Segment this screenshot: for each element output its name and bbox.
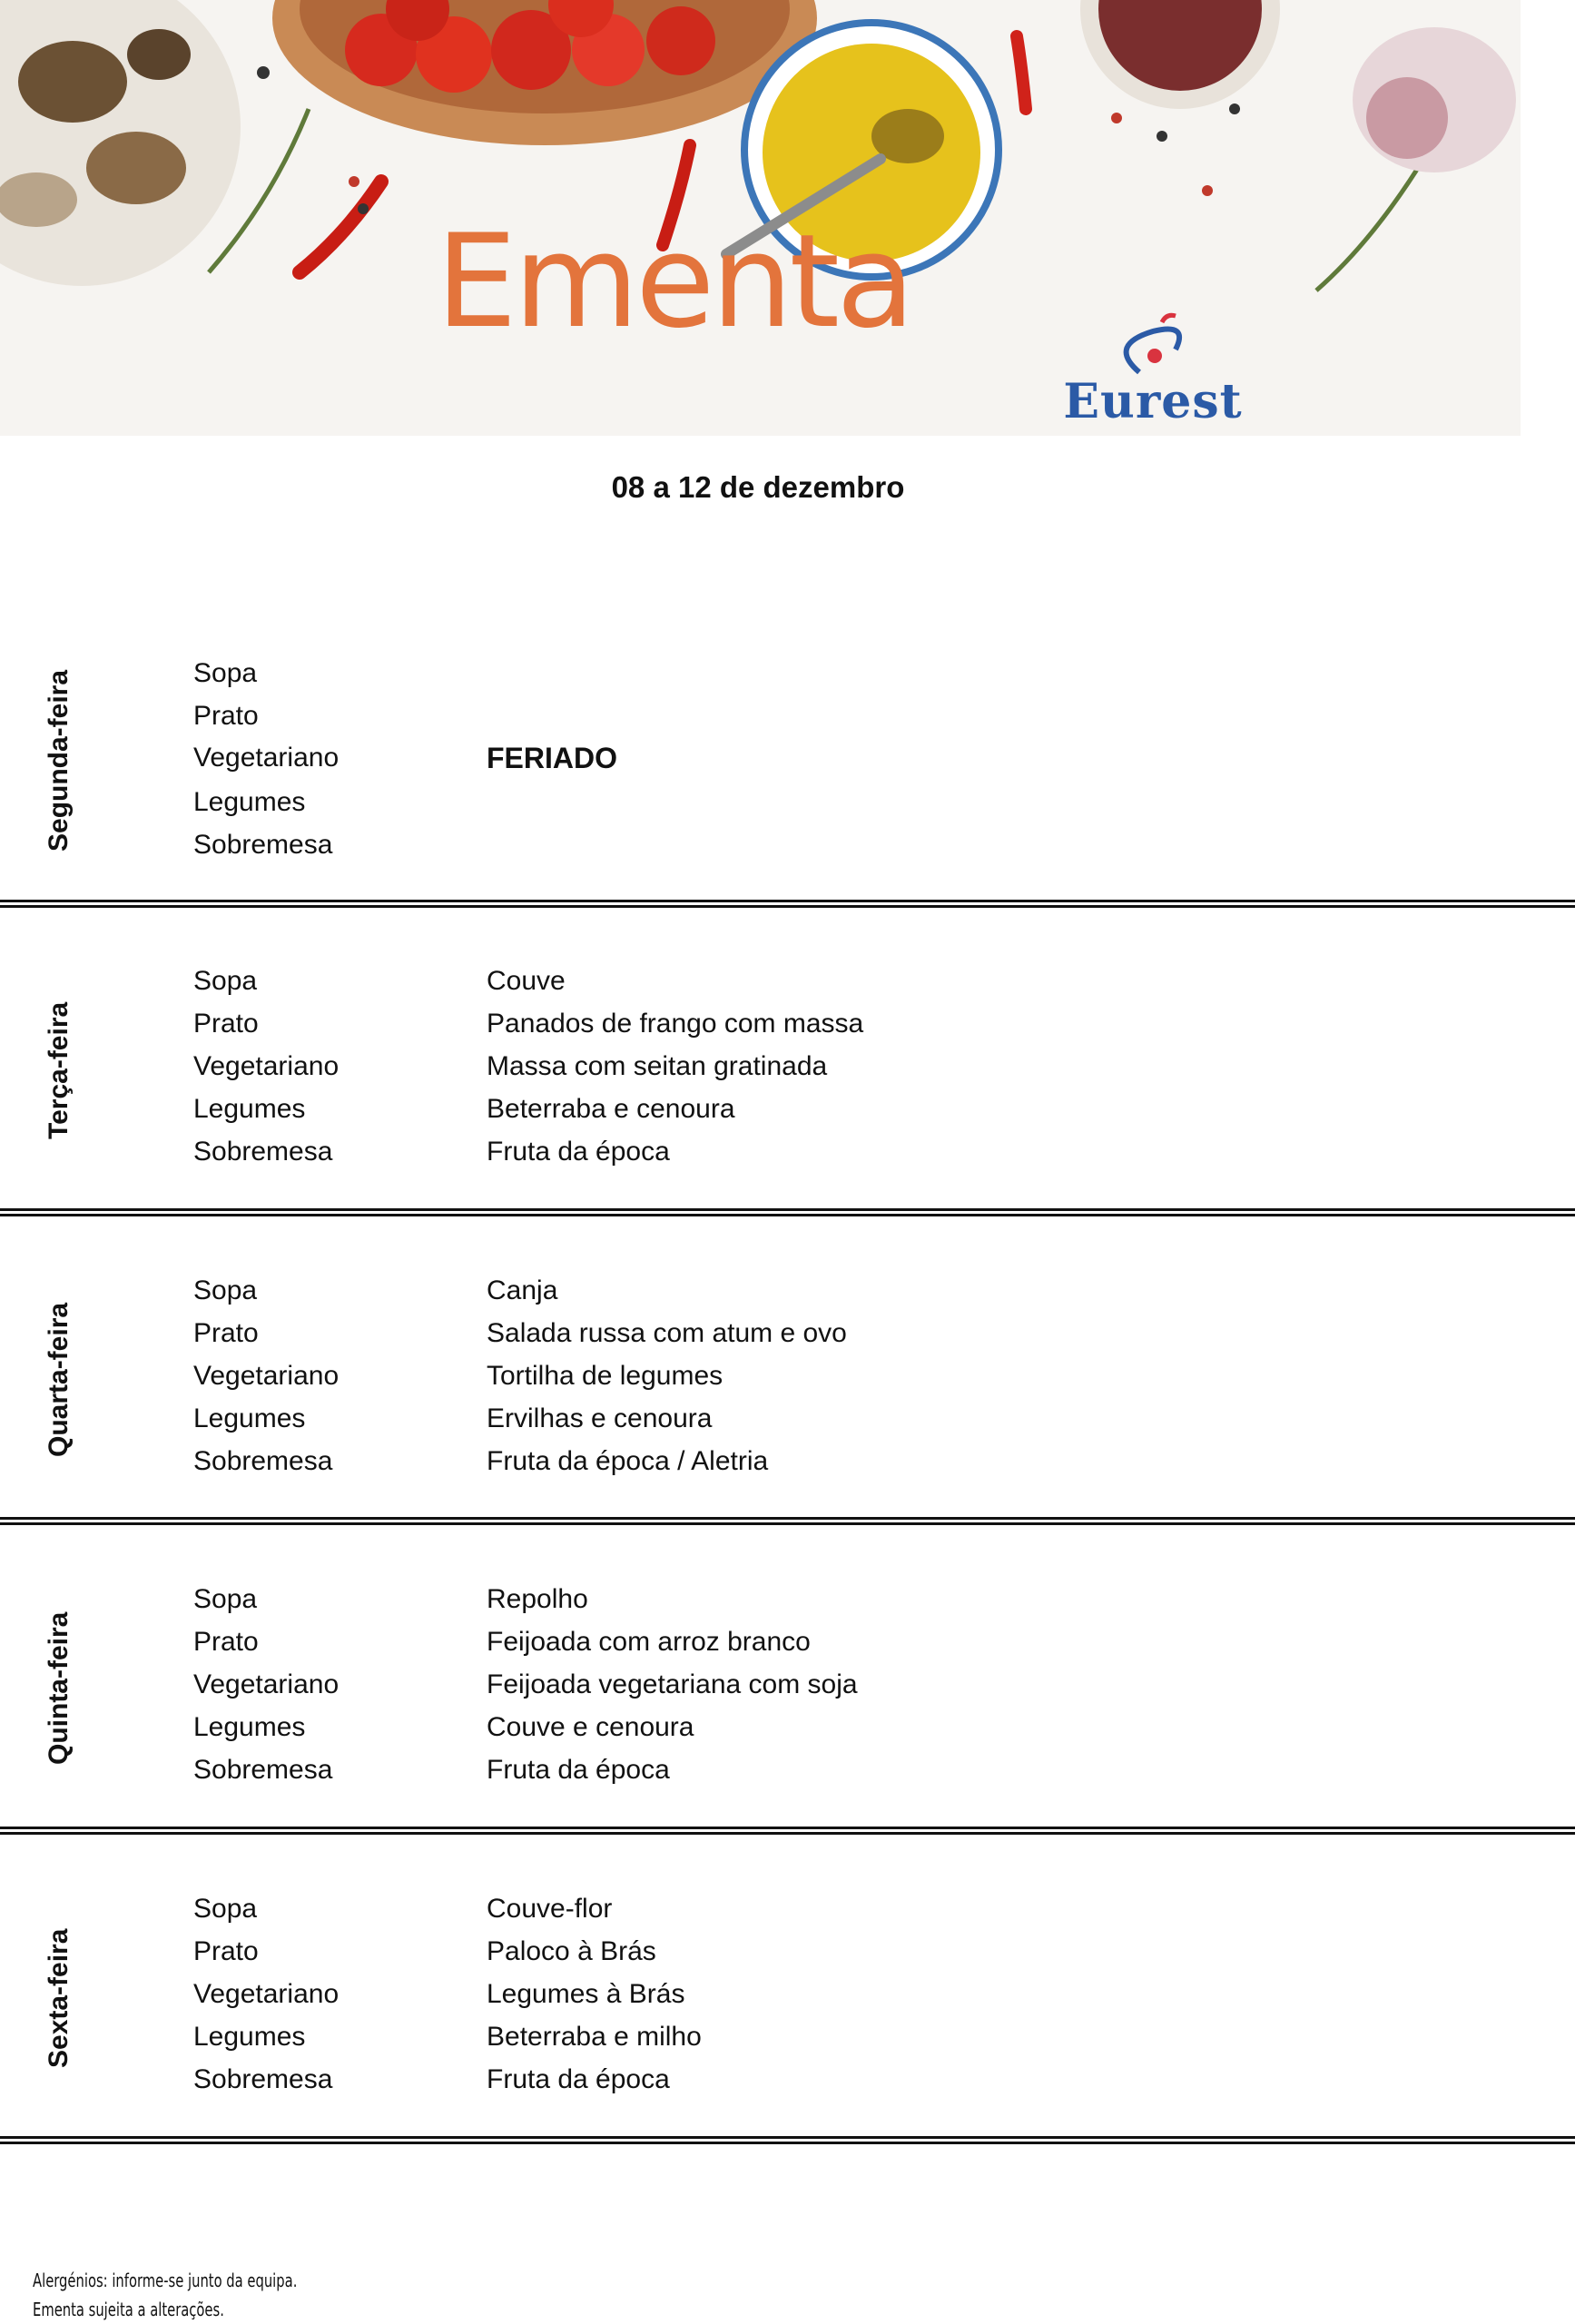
category-label: Sopa (193, 966, 258, 996)
mushroom-icon (86, 132, 186, 204)
dish-text: Fruta da época (487, 1137, 670, 1167)
logo-mark-icon (1053, 309, 1253, 381)
category-label: Prato (193, 1009, 259, 1039)
category-label: Sopa (193, 1894, 258, 1924)
category-label: Sobremesa (193, 2064, 333, 2094)
category-label: Legumes (193, 787, 306, 817)
dish-text: Feijoada com arroz branco (487, 1627, 811, 1657)
chili-icon (1017, 36, 1026, 109)
dish-text: Fruta da época / Aletria (487, 1446, 769, 1476)
dish-text: Panados de frango com massa (487, 1009, 864, 1039)
category-label: Vegetariano (193, 743, 340, 773)
day-divider (0, 1517, 1575, 1525)
dish-text: Paloco à Brás (487, 1936, 656, 1966)
day-block-wednesday (0, 1271, 1575, 1543)
dish-text: Legumes à Brás (487, 1979, 685, 2009)
tomato-icon (646, 6, 715, 75)
day-block-tuesday (0, 961, 1575, 1234)
day-block-monday (0, 652, 1575, 924)
week-title: 08 a 12 de dezembro (611, 470, 905, 504)
dish-text: Beterraba e cenoura (487, 1094, 735, 1124)
dish-text: Feijoada vegetariana com soja (487, 1669, 858, 1699)
category-label: Sobremesa (193, 830, 333, 860)
day-divider (0, 900, 1575, 908)
eurest-logo (1053, 309, 1253, 436)
footer-notes (33, 2266, 297, 2324)
day-block-friday (0, 1889, 1575, 2162)
day-block-thursday (0, 1580, 1575, 1852)
category-label: Legumes (193, 2022, 306, 2052)
dish-text: Tortilha de legumes (487, 1361, 724, 1391)
category-label: Vegetariano (193, 1979, 340, 2009)
category-label: Sopa (193, 1275, 258, 1305)
category-label: Prato (193, 701, 259, 731)
category-label: Legumes (193, 1094, 306, 1124)
day-divider (0, 1827, 1575, 1835)
dish-text: Massa com seitan gratinada (487, 1051, 828, 1081)
dish-text: Ervilhas e cenoura (487, 1403, 713, 1433)
category-label: Sobremesa (193, 1446, 333, 1476)
header-banner (0, 0, 1521, 436)
category-label: Vegetariano (193, 1669, 340, 1699)
dish-text: Repolho (487, 1584, 588, 1614)
category-label: Prato (193, 1627, 259, 1657)
dish-text: Fruta da época (487, 1755, 670, 1785)
category-label: Vegetariano (193, 1051, 340, 1081)
dish-text: Couve-flor (487, 1894, 613, 1924)
category-label: Sobremesa (193, 1137, 333, 1167)
category-label: Vegetariano (193, 1361, 340, 1391)
chili-icon (300, 182, 381, 272)
holiday-label: FERIADO (487, 742, 617, 774)
day-label: Quinta-feira (44, 1611, 74, 1766)
category-label: Sopa (193, 658, 258, 688)
mushroom-icon (127, 29, 191, 80)
category-label: Prato (193, 1936, 259, 1966)
day-label: Segunda-feira (44, 669, 74, 852)
dish-text: Fruta da época (487, 2064, 670, 2094)
menu-title: Ementa (436, 207, 912, 357)
dish-text: Couve e cenoura (487, 1712, 694, 1742)
allergen-note: Alergénios: informe-se junto da equipa. (33, 2270, 298, 2291)
category-label: Sobremesa (193, 1755, 333, 1785)
day-label: Quarta-feira (44, 1302, 74, 1458)
dish-text: Couve (487, 966, 566, 996)
category-label: Legumes (193, 1712, 306, 1742)
category-label: Sopa (193, 1584, 258, 1614)
day-divider (0, 2136, 1575, 2144)
dish-text: Beterraba e milho (487, 2022, 702, 2052)
changes-note: Ementa sujeita a alterações. (33, 2299, 224, 2320)
day-label: Sexta-feira (44, 1928, 74, 2068)
mushroom-icon (18, 41, 127, 123)
dish-text: Canja (487, 1275, 558, 1305)
dish-text: Salada russa com atum e ovo (487, 1318, 847, 1348)
category-label: Prato (193, 1318, 259, 1348)
brand-name: Eurest (1063, 374, 1243, 429)
day-label: Terça-feira (44, 1001, 74, 1139)
category-label: Legumes (193, 1403, 306, 1433)
day-divider (0, 1208, 1575, 1216)
